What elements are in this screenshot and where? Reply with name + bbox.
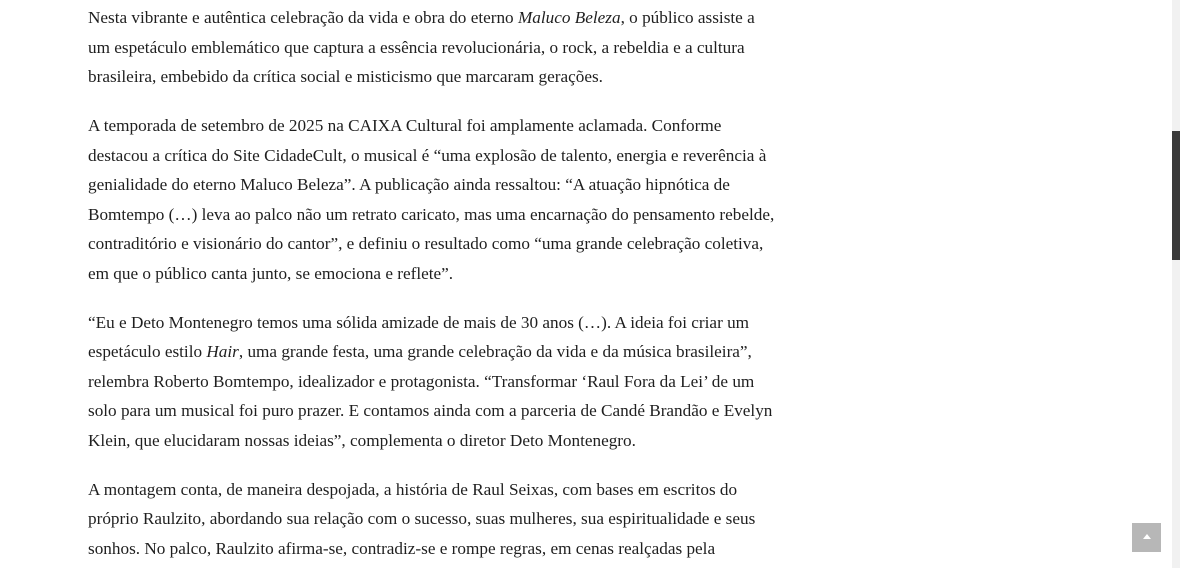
paragraph-quote [88,308,833,456]
text-line: A montagem conta, de maneira despojada, a história de Raul Seixas, com bases em escritos do [88,479,738,499]
text-span: espetáculo estilo [88,342,207,361]
back-to-top-button[interactable] [1132,523,1161,552]
text-line: em que o público canta junto, se emociona e reflete”. [88,263,454,283]
emphasis-text: Hair [206,342,239,361]
paragraph-staging [88,475,833,564]
emphasis-text: Maluco Beleza [517,8,621,27]
text-line: contraditório e visionário do cantor”, e definiu o resultado como “uma grande celebração coletiva, [88,234,764,253]
scrollbar-thumb[interactable] [1172,131,1180,260]
text-line: “Eu e Deto Montenegro temos uma sólida amizade de mais de 30 anos (…). A ideia foi criar um [88,312,750,332]
text-line: solo para um musical foi puro prazer. E contamos ainda com a parceria de Candé Brandão e Evelyn [88,401,773,420]
paragraph-season-review [88,111,833,288]
text-span: , o público assiste a [620,8,755,27]
text-span: Nesta vibrante e autêntica celebração da vida e obra do eterno [88,8,518,27]
text-line: Klein, que elucidaram nossas ideias”, complementa o diretor Deto Montenegro. [88,430,636,450]
text-line: próprio Raulzito, abordando sua relação com o sucesso, suas mulheres, sua espiritualidade e seus [88,509,756,528]
chevron-up-icon [1143,534,1151,539]
text-line: A temporada de setembro de 2025 na CAIXA Cultural foi amplamente aclamada. Conforme [88,116,722,135]
text-line: destacou a crítica do Site CidadeCult, o musical é “uma explosão de talento, energia e reverência à [88,145,767,165]
text-line: genialidade do eterno Maluco Beleza”. A publicação ainda ressaltou: “A atuação hipnótica de [88,175,730,194]
text-line: sonhos. No palco, Raulzito afirma-se, contradiz-se e rompe regras, em cenas realçadas pela [88,538,716,558]
text-line [88,337,833,367]
page-scrollbar[interactable] [1172,0,1180,568]
paragraph-intro [88,3,833,92]
text-line: um espetáculo emblemático que captura a essência revolucionária, o rock, a rebeldia e a cultura [88,37,745,57]
text-line: relembra Roberto Bomtempo, idealizador e protagonista. “Transformar ‘Raul Fora da Lei’ de um [88,371,755,391]
text-line: Bomtempo (…) leva ao palco não um retrato caricato, mas uma encarnação do pensamento rebelde, [88,204,775,224]
text-line: brasileira, embebido da crítica social e misticismo que marcaram gerações. [88,67,603,86]
text-span: , uma grande festa, uma grande celebração da vida e da música brasileira”, [238,342,752,361]
article-body [88,3,833,568]
text-line [88,3,833,33]
